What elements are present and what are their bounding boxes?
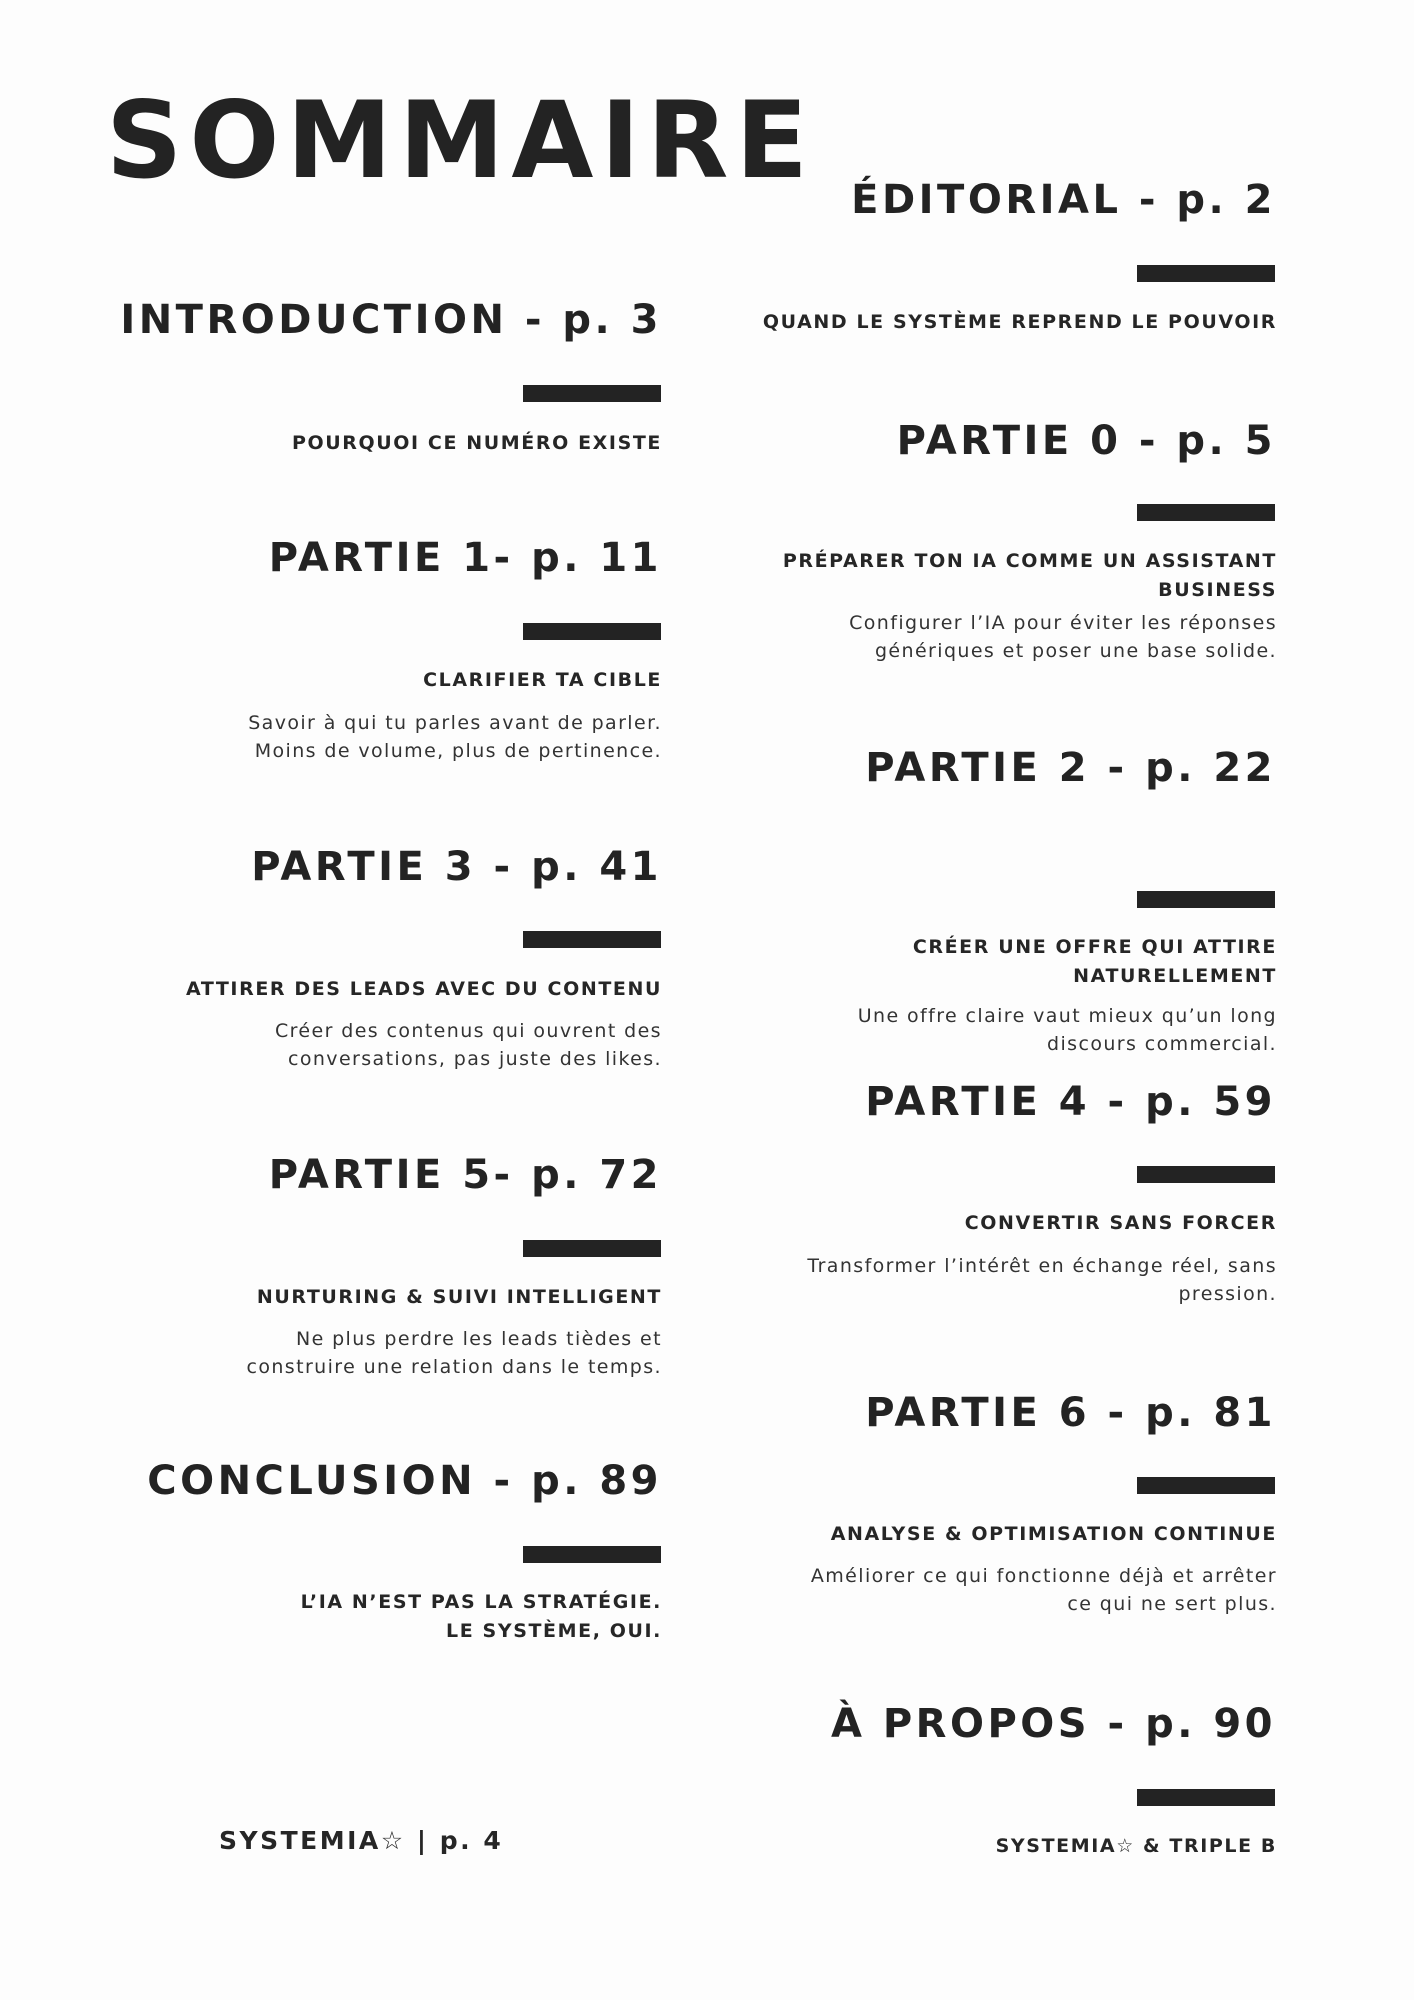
toc-subtitle: NURTURING & SUIVI INTELLIGENT	[256, 1286, 662, 1308]
toc-entry-partie-4[interactable]	[865, 1079, 1276, 1125]
toc-subtitle: CLARIFIER TA CIBLE	[423, 669, 662, 691]
toc-description: Ne plus perdre les leads tièdes et construire une relation dans le temps.	[246, 1328, 662, 1378]
section-divider-bar	[523, 385, 661, 402]
toc-entry-conclusion[interactable]	[147, 1458, 662, 1504]
toc-subtitle: L’IA N’EST PAS LA STRATÉGIE. LE SYSTÈME, OUI.	[300, 1591, 662, 1642]
toc-subtitle: CONVERTIR SANS FORCER	[964, 1212, 1277, 1234]
toc-heading: PARTIE 4 - p. 59	[865, 1079, 1276, 1125]
page-footer: SYSTEMIA☆ | p. 4	[219, 1826, 504, 1855]
toc-description: Améliorer ce qui fonctionne déjà et arrêter ce qui ne sert plus.	[810, 1565, 1277, 1615]
toc-heading: ÉDITORIAL - p. 2	[851, 177, 1276, 223]
section-divider-bar	[1137, 504, 1275, 521]
toc-subtitle: QUAND LE SYSTÈME REPREND LE POUVOIR	[762, 311, 1277, 333]
toc-description: Créer des contenus qui ouvrent des conversations, pas juste des likes.	[274, 1020, 662, 1070]
toc-subtitle: CRÉER UNE OFFRE QUI ATTIRE NATURELLEMENT	[912, 936, 1277, 987]
toc-entry-partie-6[interactable]	[865, 1390, 1276, 1436]
toc-entry-editorial[interactable]	[851, 177, 1276, 223]
section-divider-bar	[1137, 265, 1275, 282]
toc-description: Configurer l’IA pour éviter les réponses génériques et poser une base solide.	[849, 612, 1277, 662]
toc-entry-partie-2[interactable]	[865, 745, 1276, 791]
toc-description: Savoir à qui tu parles avant de parler. Moins de volume, plus de pertinence.	[248, 712, 662, 762]
toc-subtitle: ANALYSE & OPTIMISATION CONTINUE	[830, 1523, 1277, 1545]
toc-entry-partie-1[interactable]	[268, 535, 662, 581]
toc-heading: PARTIE 0 - p. 5	[896, 418, 1276, 464]
section-divider-bar	[1137, 1477, 1275, 1494]
toc-heading: PARTIE 5- p. 72	[268, 1152, 662, 1198]
toc-heading: PARTIE 1- p. 11	[268, 535, 662, 581]
section-divider-bar	[523, 623, 661, 640]
section-divider-bar	[1137, 1789, 1275, 1806]
toc-subtitle: PRÉPARER TON IA COMME UN ASSISTANT BUSINESS	[782, 550, 1277, 601]
toc-heading: INTRODUCTION - p. 3	[120, 297, 662, 343]
toc-subtitle: POURQUOI CE NUMÉRO EXISTE	[291, 432, 662, 454]
section-divider-bar	[523, 1240, 661, 1257]
toc-description: Une offre claire vaut mieux qu’un long discours commercial.	[857, 1005, 1277, 1055]
section-divider-bar	[1137, 1166, 1275, 1183]
toc-heading: CONCLUSION - p. 89	[147, 1458, 662, 1504]
toc-entry-partie-3[interactable]	[251, 844, 662, 890]
toc-heading: PARTIE 3 - p. 41	[251, 844, 662, 890]
toc-heading: À PROPOS - p. 90	[830, 1701, 1276, 1747]
toc-subtitle: SYSTEMIA☆ & TRIPLE B	[995, 1835, 1277, 1857]
toc-entry-introduction[interactable]	[120, 297, 662, 343]
toc-entry-partie-0[interactable]	[896, 418, 1276, 464]
toc-entry-a-propos[interactable]	[830, 1701, 1276, 1747]
toc-description: Transformer l’intérêt en échange réel, sans pression.	[807, 1255, 1277, 1305]
page-title: SOMMAIRE	[106, 79, 815, 202]
section-divider-bar	[523, 1546, 661, 1563]
section-divider-bar	[1137, 891, 1275, 908]
toc-entry-partie-5[interactable]	[268, 1152, 662, 1198]
toc-subtitle: ATTIRER DES LEADS AVEC DU CONTENU	[186, 978, 662, 1000]
toc-heading: PARTIE 6 - p. 81	[865, 1390, 1276, 1436]
section-divider-bar	[523, 931, 661, 948]
toc-heading: PARTIE 2 - p. 22	[865, 745, 1276, 791]
